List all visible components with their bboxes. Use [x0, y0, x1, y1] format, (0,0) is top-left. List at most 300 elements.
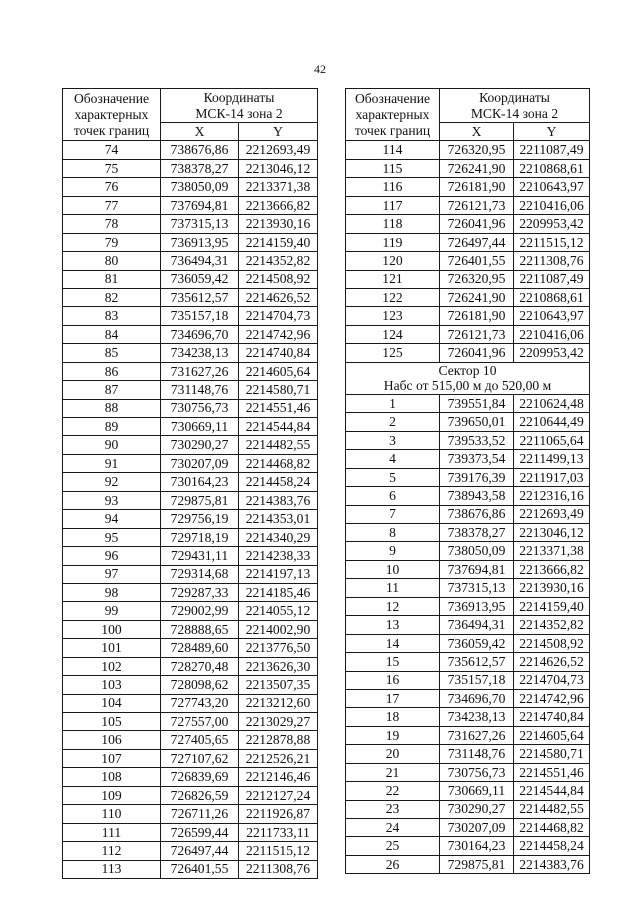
point-number-cell: 121 — [346, 270, 440, 288]
x-coordinate-cell: 726497,44 — [161, 842, 239, 860]
point-number-cell: 97 — [63, 565, 161, 583]
point-number-cell: 102 — [63, 657, 161, 675]
x-coordinate-cell: 729875,81 — [440, 855, 514, 873]
x-coordinate-cell: 731627,26 — [161, 362, 239, 380]
x-coordinate-cell: 736494,31 — [440, 616, 514, 634]
x-coordinate-cell: 726599,44 — [161, 823, 239, 841]
point-number-cell: 118 — [346, 215, 440, 233]
point-number-cell: 109 — [63, 786, 161, 804]
x-coordinate-cell: 728098,62 — [161, 676, 239, 694]
point-number-cell: 2 — [346, 413, 440, 431]
x-coordinate-cell: 729002,99 — [161, 602, 239, 620]
table-row — [63, 528, 318, 546]
table-row — [346, 616, 590, 634]
y-coordinate-cell: 2214340,29 — [239, 528, 318, 546]
x-coordinate-cell: 737315,13 — [440, 579, 514, 597]
y-coordinate-cell: 2211087,49 — [514, 270, 590, 288]
point-number-cell: 123 — [346, 307, 440, 325]
table-row — [63, 602, 318, 620]
x-coordinate-cell: 730669,11 — [440, 782, 514, 800]
y-coordinate-cell: 2210868,61 — [514, 288, 590, 306]
point-number-cell: 6 — [346, 487, 440, 505]
table-row — [346, 597, 590, 615]
x-coordinate-cell: 726181,90 — [440, 307, 514, 325]
table-row — [346, 270, 590, 288]
x-coordinate-cell: 726826,59 — [161, 786, 239, 804]
y-coordinate-cell: 2214159,40 — [514, 597, 590, 615]
x-coordinate-cell: 731148,76 — [161, 381, 239, 399]
coordinates-header: Координаты МСК-14 зона 2 — [161, 89, 318, 123]
table-row — [63, 418, 318, 436]
table-row — [63, 141, 318, 159]
point-number-cell: 107 — [63, 749, 161, 767]
x-coordinate-cell: 730756,73 — [440, 763, 514, 781]
x-column-header: X — [161, 123, 239, 141]
y-coordinate-cell: 2210416,06 — [514, 325, 590, 343]
y-coordinate-cell: 2214468,82 — [239, 454, 318, 472]
point-number-cell: 13 — [346, 616, 440, 634]
table-row — [63, 510, 318, 528]
point-number-cell: 24 — [346, 819, 440, 837]
page-number: 42 — [314, 62, 326, 76]
table-row — [346, 837, 590, 855]
point-number-cell: 22 — [346, 782, 440, 800]
table-row — [346, 394, 590, 412]
y-coordinate-cell: 2213930,16 — [239, 215, 318, 233]
y-coordinate-cell: 2214468,82 — [514, 819, 590, 837]
table-body — [63, 141, 318, 879]
x-coordinate-cell: 730669,11 — [161, 418, 239, 436]
table-row — [63, 749, 318, 767]
point-number-cell: 20 — [346, 745, 440, 763]
table-row — [346, 819, 590, 837]
y-coordinate-cell: 2214551,46 — [514, 763, 590, 781]
y-coordinate-cell: 2211515,12 — [239, 842, 318, 860]
y-coordinate-cell: 2214352,82 — [514, 616, 590, 634]
point-number-cell: 9 — [346, 542, 440, 560]
y-coordinate-cell: 2214352,82 — [239, 252, 318, 270]
y-coordinate-cell: 2212693,49 — [239, 141, 318, 159]
table-row — [63, 233, 318, 251]
table-row — [63, 805, 318, 823]
point-number-cell: 119 — [346, 233, 440, 251]
x-coordinate-cell: 727743,20 — [161, 694, 239, 712]
y-coordinate-cell: 2214055,12 — [239, 602, 318, 620]
point-number-cell: 114 — [346, 141, 440, 159]
x-coordinate-cell: 729718,19 — [161, 528, 239, 546]
y-coordinate-cell: 2210868,61 — [514, 159, 590, 177]
table-row — [346, 689, 590, 707]
point-number-cell: 5 — [346, 468, 440, 486]
sector-title: Сектор 10 — [438, 362, 497, 378]
x-coordinate-cell: 729431,11 — [161, 547, 239, 565]
y-coordinate-cell: 2212878,88 — [239, 731, 318, 749]
y-coordinate-cell: 2214704,73 — [239, 307, 318, 325]
x-coordinate-cell: 734238,13 — [440, 708, 514, 726]
y-coordinate-cell: 2213371,38 — [239, 178, 318, 196]
y-coordinate-cell: 2214383,76 — [239, 491, 318, 509]
y-coordinate-cell: 2214544,84 — [239, 418, 318, 436]
y-coordinate-cell: 2213666,82 — [239, 196, 318, 214]
point-number-cell: 98 — [63, 583, 161, 601]
point-number-cell: 78 — [63, 215, 161, 233]
y-coordinate-cell: 2209953,42 — [514, 215, 590, 233]
table-row — [63, 676, 318, 694]
x-coordinate-cell: 736913,95 — [161, 233, 239, 251]
x-coordinate-cell: 737694,81 — [161, 196, 239, 214]
point-number-cell: 1 — [346, 394, 440, 412]
x-coordinate-cell: 727405,65 — [161, 731, 239, 749]
y-coordinate-cell: 2213029,27 — [239, 713, 318, 731]
table-row — [346, 431, 590, 449]
x-coordinate-cell: 726181,90 — [440, 178, 514, 196]
x-coordinate-cell: 739373,54 — [440, 450, 514, 468]
point-number-cell: 74 — [63, 141, 161, 159]
point-number-cell: 92 — [63, 473, 161, 491]
table-row — [63, 325, 318, 343]
point-number-cell: 93 — [63, 491, 161, 509]
x-coordinate-cell: 726839,69 — [161, 768, 239, 786]
point-number-cell: 3 — [346, 431, 440, 449]
table-row — [63, 620, 318, 638]
x-coordinate-cell: 729875,81 — [161, 491, 239, 509]
point-number-cell: 4 — [346, 450, 440, 468]
y-coordinate-cell: 2214626,52 — [239, 288, 318, 306]
y-coordinate-cell: 2213666,82 — [514, 560, 590, 578]
table-row — [346, 671, 590, 689]
x-coordinate-cell: 738676,86 — [440, 505, 514, 523]
x-coordinate-cell: 729756,19 — [161, 510, 239, 528]
sector-heading — [346, 362, 590, 394]
point-number-cell: 7 — [346, 505, 440, 523]
table-row — [63, 252, 318, 270]
point-number-cell: 8 — [346, 524, 440, 542]
point-number-cell: 96 — [63, 547, 161, 565]
point-number-cell: 122 — [346, 288, 440, 306]
point-number-cell: 111 — [63, 823, 161, 841]
table-row — [63, 178, 318, 196]
y-coordinate-cell: 2214159,40 — [239, 233, 318, 251]
y-coordinate-cell: 2211499,13 — [514, 450, 590, 468]
table-row — [63, 823, 318, 841]
y-coordinate-cell: 2210644,49 — [514, 413, 590, 431]
point-number-cell: 99 — [63, 602, 161, 620]
table-row — [63, 288, 318, 306]
x-coordinate-cell: 726497,44 — [440, 233, 514, 251]
x-coordinate-cell: 739176,39 — [440, 468, 514, 486]
x-coordinate-cell: 730290,27 — [440, 800, 514, 818]
y-coordinate-cell: 2213626,30 — [239, 657, 318, 675]
point-number-cell: 26 — [346, 855, 440, 873]
table-row — [346, 782, 590, 800]
x-coordinate-cell: 728489,60 — [161, 639, 239, 657]
table-row — [63, 491, 318, 509]
x-coordinate-cell: 734238,13 — [161, 344, 239, 362]
table-row — [346, 215, 590, 233]
x-coordinate-cell: 726241,90 — [440, 288, 514, 306]
table-row — [63, 270, 318, 288]
point-number-cell: 120 — [346, 252, 440, 270]
table-header — [63, 89, 318, 141]
point-number-cell: 89 — [63, 418, 161, 436]
table-row — [63, 565, 318, 583]
x-coordinate-cell: 738378,27 — [161, 159, 239, 177]
table-row — [346, 450, 590, 468]
x-column-header: X — [440, 123, 514, 141]
point-number-cell: 25 — [346, 837, 440, 855]
table-row — [63, 436, 318, 454]
y-coordinate-cell: 2214742,96 — [514, 689, 590, 707]
table-row — [346, 288, 590, 306]
point-number-cell: 101 — [63, 639, 161, 657]
point-number-cell: 21 — [346, 763, 440, 781]
point-number-cell: 23 — [346, 800, 440, 818]
y-coordinate-cell: 2214482,55 — [514, 800, 590, 818]
x-coordinate-cell: 734696,70 — [161, 325, 239, 343]
x-coordinate-cell: 726401,55 — [161, 860, 239, 878]
y-coordinate-cell: 2214383,76 — [514, 855, 590, 873]
point-number-cell: 110 — [63, 805, 161, 823]
table-row — [63, 159, 318, 177]
table-row — [63, 842, 318, 860]
x-coordinate-cell: 739533,52 — [440, 431, 514, 449]
point-number-cell: 117 — [346, 196, 440, 214]
point-number-cell: 15 — [346, 653, 440, 671]
table-row — [63, 215, 318, 233]
x-coordinate-cell: 736059,42 — [161, 270, 239, 288]
x-coordinate-cell: 730207,09 — [161, 454, 239, 472]
table-header — [346, 89, 590, 141]
point-number-cell: 19 — [346, 726, 440, 744]
table-row — [63, 657, 318, 675]
table-row — [346, 579, 590, 597]
table-row — [346, 745, 590, 763]
y-coordinate-cell: 2214508,92 — [514, 634, 590, 652]
y-coordinate-cell: 2214580,71 — [514, 745, 590, 763]
point-number-cell: 14 — [346, 634, 440, 652]
y-coordinate-cell: 2214704,73 — [514, 671, 590, 689]
point-number-cell: 79 — [63, 233, 161, 251]
x-coordinate-cell: 730290,27 — [161, 436, 239, 454]
table-row — [63, 639, 318, 657]
table-row — [63, 694, 318, 712]
y-coordinate-cell: 2213776,50 — [239, 639, 318, 657]
point-number-cell: 105 — [63, 713, 161, 731]
table-row — [346, 141, 590, 159]
x-coordinate-cell: 728270,48 — [161, 657, 239, 675]
point-number-cell: 113 — [63, 860, 161, 878]
x-coordinate-cell: 737694,81 — [440, 560, 514, 578]
x-coordinate-cell: 738050,09 — [440, 542, 514, 560]
x-coordinate-cell: 731627,26 — [440, 726, 514, 744]
point-number-cell: 86 — [63, 362, 161, 380]
table-row — [63, 344, 318, 362]
point-label-header: Обозначение характерных точек границ — [63, 89, 161, 141]
x-coordinate-cell: 726711,26 — [161, 805, 239, 823]
y-coordinate-cell: 2214740,84 — [514, 708, 590, 726]
point-number-cell: 85 — [63, 344, 161, 362]
table-row — [346, 524, 590, 542]
y-coordinate-cell: 2211308,76 — [239, 860, 318, 878]
y-coordinate-cell: 2214626,52 — [514, 653, 590, 671]
y-coordinate-cell: 2214197,13 — [239, 565, 318, 583]
x-coordinate-cell: 726121,73 — [440, 196, 514, 214]
point-number-cell: 87 — [63, 381, 161, 399]
y-coordinate-cell: 2209953,42 — [514, 344, 590, 362]
table-body — [346, 394, 590, 873]
table-row — [346, 708, 590, 726]
y-coordinate-cell: 2211087,49 — [514, 141, 590, 159]
x-coordinate-cell: 739551,84 — [440, 394, 514, 412]
point-number-cell: 76 — [63, 178, 161, 196]
sector-section — [346, 362, 590, 394]
table-row — [346, 325, 590, 343]
table-row — [63, 473, 318, 491]
sector-subtitle: Набс от 515,00 м до 520,00 м — [383, 378, 552, 394]
x-coordinate-cell: 726041,96 — [440, 215, 514, 233]
point-number-cell: 80 — [63, 252, 161, 270]
x-coordinate-cell: 729287,33 — [161, 583, 239, 601]
point-number-cell: 10 — [346, 560, 440, 578]
point-number-cell: 82 — [63, 288, 161, 306]
y-coordinate-cell: 2210643,97 — [514, 307, 590, 325]
x-coordinate-cell: 727557,00 — [161, 713, 239, 731]
table-row — [63, 786, 318, 804]
point-number-cell: 11 — [346, 579, 440, 597]
y-coordinate-cell: 2212146,46 — [239, 768, 318, 786]
point-number-cell: 104 — [63, 694, 161, 712]
y-coordinate-cell: 2211917,03 — [514, 468, 590, 486]
y-coordinate-cell: 2212526,21 — [239, 749, 318, 767]
table-row — [346, 233, 590, 251]
y-coordinate-cell: 2214508,92 — [239, 270, 318, 288]
point-number-cell: 124 — [346, 325, 440, 343]
table-row — [63, 362, 318, 380]
point-number-cell: 95 — [63, 528, 161, 546]
point-number-cell: 108 — [63, 768, 161, 786]
table-row — [346, 307, 590, 325]
y-coordinate-cell: 2211733,11 — [239, 823, 318, 841]
table-row — [63, 381, 318, 399]
y-coordinate-cell: 2213046,12 — [514, 524, 590, 542]
x-coordinate-cell: 726401,55 — [440, 252, 514, 270]
y-coordinate-cell: 2212127,24 — [239, 786, 318, 804]
point-number-cell: 125 — [346, 344, 440, 362]
table-row — [63, 307, 318, 325]
x-coordinate-cell: 738378,27 — [440, 524, 514, 542]
x-coordinate-cell: 726241,90 — [440, 159, 514, 177]
table-body — [346, 141, 590, 362]
table-row — [346, 505, 590, 523]
table-row — [63, 768, 318, 786]
y-coordinate-cell: 2211926,87 — [239, 805, 318, 823]
x-coordinate-cell: 738943,58 — [440, 487, 514, 505]
point-label-header: Обозначение характерных точек границ — [346, 89, 440, 141]
table-row — [63, 860, 318, 878]
y-coordinate-cell: 2214742,96 — [239, 325, 318, 343]
table-row — [63, 454, 318, 472]
point-number-cell: 77 — [63, 196, 161, 214]
y-coordinate-cell: 2213507,35 — [239, 676, 318, 694]
point-number-cell: 81 — [63, 270, 161, 288]
point-number-cell: 112 — [63, 842, 161, 860]
y-coordinate-cell: 2214580,71 — [239, 381, 318, 399]
point-number-cell: 116 — [346, 178, 440, 196]
y-coordinate-cell: 2210416,06 — [514, 196, 590, 214]
table-row — [63, 713, 318, 731]
x-coordinate-cell: 735612,57 — [440, 653, 514, 671]
table-row — [346, 800, 590, 818]
point-number-cell: 16 — [346, 671, 440, 689]
table-row — [346, 344, 590, 362]
point-number-cell: 106 — [63, 731, 161, 749]
coordinates-table-left — [62, 88, 318, 879]
x-coordinate-cell: 731148,76 — [440, 745, 514, 763]
point-number-cell: 84 — [63, 325, 161, 343]
y-column-header: Y — [239, 123, 318, 141]
y-coordinate-cell: 2214185,46 — [239, 583, 318, 601]
table-row — [346, 634, 590, 652]
x-coordinate-cell: 730756,73 — [161, 399, 239, 417]
point-number-cell: 12 — [346, 597, 440, 615]
table-row — [346, 413, 590, 431]
point-number-cell: 75 — [63, 159, 161, 177]
table-row — [346, 178, 590, 196]
y-coordinate-cell: 2213371,38 — [514, 542, 590, 560]
point-number-cell: 91 — [63, 454, 161, 472]
table-row — [346, 653, 590, 671]
x-coordinate-cell: 730207,09 — [440, 819, 514, 837]
table-row — [346, 159, 590, 177]
point-number-cell: 100 — [63, 620, 161, 638]
x-coordinate-cell: 735157,18 — [161, 307, 239, 325]
table-row — [63, 583, 318, 601]
y-coordinate-cell: 2214740,84 — [239, 344, 318, 362]
y-coordinate-cell: 2210643,97 — [514, 178, 590, 196]
x-coordinate-cell: 736059,42 — [440, 634, 514, 652]
table-row — [346, 855, 590, 873]
table-row — [63, 547, 318, 565]
table-row — [63, 399, 318, 417]
y-coordinate-cell: 2212693,49 — [514, 505, 590, 523]
y-coordinate-cell: 2214605,64 — [239, 362, 318, 380]
x-coordinate-cell: 739650,01 — [440, 413, 514, 431]
x-coordinate-cell: 726320,95 — [440, 270, 514, 288]
table-row — [346, 763, 590, 781]
y-coordinate-cell: 2213046,12 — [239, 159, 318, 177]
y-coordinate-cell: 2214002,90 — [239, 620, 318, 638]
x-coordinate-cell: 729314,68 — [161, 565, 239, 583]
y-coordinate-cell: 2214544,84 — [514, 782, 590, 800]
x-coordinate-cell: 735612,57 — [161, 288, 239, 306]
table-row — [346, 468, 590, 486]
x-coordinate-cell: 736913,95 — [440, 597, 514, 615]
y-coordinate-cell: 2214458,24 — [239, 473, 318, 491]
y-coordinate-cell: 2214458,24 — [514, 837, 590, 855]
coordinates-table-right — [345, 88, 590, 874]
y-coordinate-cell: 2214551,46 — [239, 399, 318, 417]
point-number-cell: 94 — [63, 510, 161, 528]
x-coordinate-cell: 738676,86 — [161, 141, 239, 159]
x-coordinate-cell: 728888,65 — [161, 620, 239, 638]
x-coordinate-cell: 726320,95 — [440, 141, 514, 159]
y-coordinate-cell: 2210624,48 — [514, 394, 590, 412]
y-coordinate-cell: 2214482,55 — [239, 436, 318, 454]
point-number-cell: 88 — [63, 399, 161, 417]
table-row — [63, 196, 318, 214]
y-coordinate-cell: 2211515,12 — [514, 233, 590, 251]
y-coordinate-cell: 2211065,64 — [514, 431, 590, 449]
